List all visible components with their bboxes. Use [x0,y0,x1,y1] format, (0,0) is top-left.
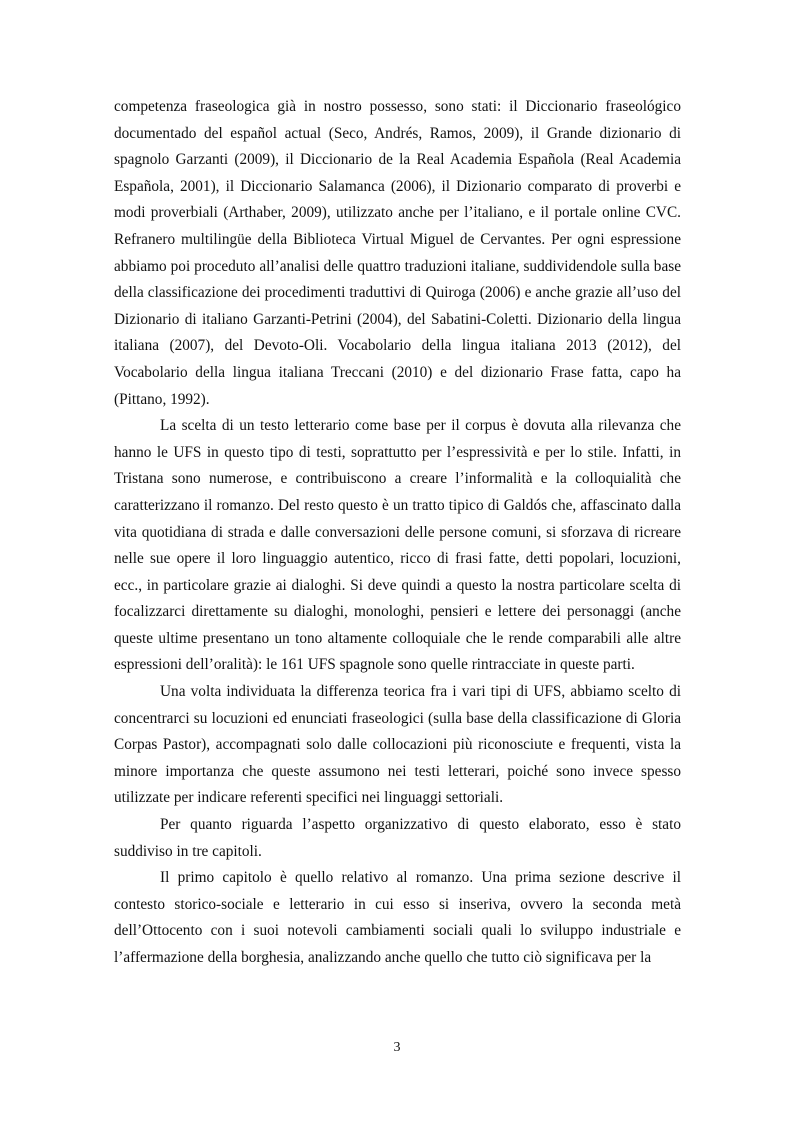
page-number: 3 [393,1040,401,1055]
paragraph-first-chapter: Il primo capitolo è quello relativo al romanzo. Una prima sezione descrive il contesto storico-sociale e letterario in cui esso si inseriva, ovvero la seconda metà dell’Ottocento con i suoi notevoli cambiamenti sociali quali lo sviluppo industriale e l’affermazione della borghesia, analizzando anche quello che tutto ciò significava per la [114,869,681,966]
paragraph-organization: Per quanto riguarda l’aspetto organizzativo di questo elaborato, esso è stato suddiviso in tre capitoli. [114,816,681,860]
paragraph-ufs-types: Una volta individuata la differenza teorica fra i vari tipi di UFS, abbiamo scelto di concentrarci su locuzioni ed enunciati fraseologici (sulla base della classificazione di Gloria Corpas Pastor), accompagnati solo dalle collocazioni più riconosciute e frequenti, vista la minore importanza che queste assumono nei testi letterari, poiché sono invece spesso utilizzate per indicare referenti specifici nei linguaggi settoriali. [114,683,681,807]
paragraph-sources: competenza fraseologica già in nostro possesso, sono stati: il Diccionario fraseológico documentado del español actual (Seco, Andrés, Ramos, 2009), il Grande dizionario di spagnolo Garzanti (2009), il Diccionario de la Real Academia Española (Real Academia Española, 2001), il Diccionario Salamanca (2006), il Dizionario comparato di proverbi e modi proverbiali (Arthaber, 2009), utilizzato anche per l’italiano, e il portale online CVC. Refranero multilingüe della Biblioteca Virtual Miguel de Cervantes. Per ogni espressione abbiamo poi proceduto all’analisi delle quattro traduzioni italiane, suddividendole sulla base della classificazione dei procedimenti traduttivi di Quiroga (2006) e anche grazie all’uso del Dizionario di italiano Garzanti-Petrini (2004), del Sabatini-Coletti. Dizionario della lingua italiana (2007), del Devoto-Oli. Vocabolario della lingua italiana 2013 (2012), del Vocabolario della lingua italiana Treccani (2010) e del dizionario Frase fatta, capo ha (Pittano, 1992). [114,98,681,408]
paragraph-literary-text-choice: La scelta di un testo letterario come base per il corpus è dovuta alla rilevanza che hanno le UFS in questo tipo di testi, soprattutto per l’espressività e per lo stile. Infatti, in Tristana sono numerose, e contribuiscono a creare l’informalità e la colloquialità che caratterizzano il romanzo. Del resto questo è un tratto tipico di Galdós che, affascinato dalla vita quotidiana di strada e dalle conversazioni delle persone comuni, si sforzava di ricreare nelle sue opere il loro linguaggio autentico, ricco di frasi fatte, detti popolari, locuzioni, ecc., in particolare grazie ai dialoghi. Si deve quindi a questo la nostra particolare scelta di focalizzarci direttamente su dialoghi, monologhi, pensieri e lettere dei personaggi (anche queste ultime presentano un tono altamente colloquiale che le rende comparabili alle altre espressioni dell’oralità): le 161 UFS spagnole sono quelle rintracciate in queste parti. [114,417,681,674]
document-body [114,94,681,972]
